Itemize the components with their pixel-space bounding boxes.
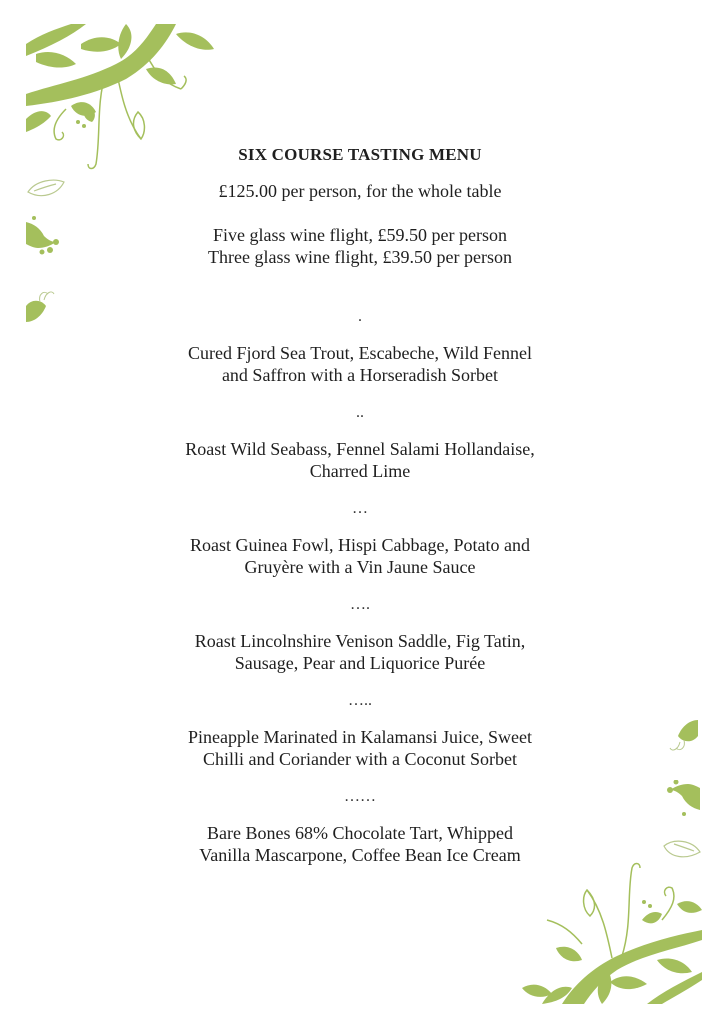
floral-vine-icon	[522, 860, 702, 1004]
course-line: Chilli and Coriander with a Coconut Sorbet	[203, 749, 517, 769]
course-separator: ..	[356, 404, 364, 421]
course-4	[130, 630, 590, 674]
flower-bud-icon	[26, 212, 62, 262]
course-separator: .	[358, 308, 362, 325]
course-6	[130, 822, 590, 866]
course-separator: …..	[348, 692, 372, 709]
course-line: Charred Lime	[309, 461, 411, 481]
course-line: Vanilla Mascarpone, Coffee Bean Ice Cream	[199, 845, 521, 865]
menu-content	[130, 143, 590, 866]
course-3	[130, 534, 590, 578]
flower-bud-icon	[26, 284, 56, 324]
course-5	[130, 726, 590, 770]
course-line: Cured Fjord Sea Trout, Escabeche, Wild Fennel	[188, 343, 532, 363]
flower-bud-icon	[668, 718, 698, 758]
wine-flight-three-glass: Three glass wine flight, £39.50 per person	[208, 247, 512, 267]
course-line: Roast Wild Seabass, Fennel Salami Hollandaise,	[185, 439, 535, 459]
wine-flight-five-glass: Five glass wine flight, £59.50 per person	[213, 225, 507, 245]
course-line: Pineapple Marinated in Kalamansi Juice, Sweet	[188, 727, 532, 747]
flower-bud-icon	[664, 780, 700, 820]
price-per-person: £125.00 per person, for the whole table	[218, 181, 502, 201]
course-line: Bare Bones 68% Chocolate Tart, Whipped	[207, 823, 513, 843]
course-2	[130, 438, 590, 482]
wine-flights	[130, 224, 590, 268]
course-line: and Saffron with a Horseradish Sorbet	[221, 365, 499, 385]
course-separator: …	[352, 500, 368, 517]
course-line: Roast Lincolnshire Venison Saddle, Fig Tatin,	[194, 631, 526, 651]
course-line: Gruyère with a Vin Jaune Sauce	[244, 557, 476, 577]
course-1	[130, 342, 590, 386]
course-separator: ……	[344, 788, 376, 805]
menu-title: SIX COURSE TASTING MENU	[238, 145, 482, 164]
course-separator: ….	[350, 596, 370, 613]
course-line: Sausage, Pear and Liquorice Purée	[234, 653, 486, 673]
leaf-outline-icon	[662, 836, 702, 862]
course-line: Roast Guinea Fowl, Hispi Cabbage, Potato and	[190, 535, 530, 555]
leaf-outline-icon	[26, 176, 66, 202]
